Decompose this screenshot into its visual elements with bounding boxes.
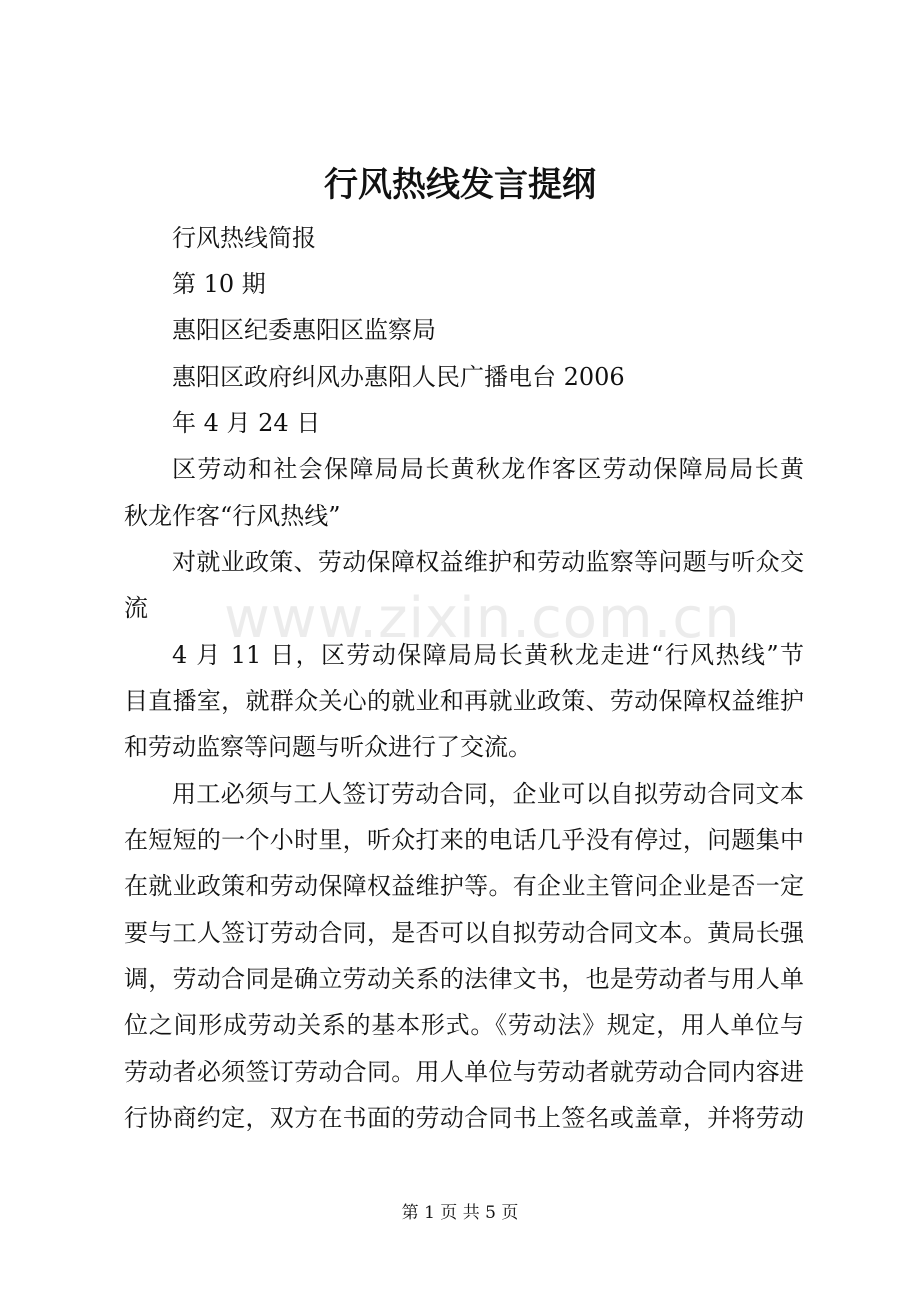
text-line: 位之间形成劳动关系的基本形式。《劳动法》规定，用人单位与: [124, 1011, 804, 1039]
text-line: 年 4 月 24 日: [172, 409, 321, 437]
text-line: 惠阳区纪委惠阳区监察局: [172, 316, 436, 344]
text-line: 劳动者必须签订劳动合同。用人单位与劳动者就劳动合同内容进: [124, 1058, 804, 1086]
text-line: 行协商约定，双方在书面的劳动合同书上签名或盖章，并将劳动: [124, 1104, 804, 1132]
text-line: 用工必须与工人签订劳动合同，企业可以自拟劳动合同文本: [172, 780, 804, 808]
page-footer: 第 1 页 共 5 页: [401, 1203, 519, 1223]
text-line: 惠阳区政府纠风办惠阳人民广播电台 2006: [172, 363, 625, 391]
text-line: 目直播室，就群众关心的就业和再就业政策、劳动保障权益维护: [124, 687, 804, 715]
watermark-text: www.zixin.com.cn: [224, 586, 741, 651]
text-line: 流: [124, 594, 148, 622]
text-line: 对就业政策、劳动保障权益维护和劳动监察等问题与听众交: [172, 548, 804, 576]
text-line: 第 10 期: [172, 270, 266, 298]
text-line: 在就业政策和劳动保障权益维护等。有企业主管问企业是否一定: [124, 872, 804, 900]
document-title: 行风热线发言提纲: [324, 165, 596, 205]
text-line: 调，劳动合同是确立劳动关系的法律文书，也是劳动者与用人单: [124, 965, 804, 993]
text-line: 行风热线简报: [172, 224, 316, 252]
text-line: 在短短的一个小时里，听众打来的电话几乎没有停过，问题集中: [124, 826, 804, 854]
text-line: 4 月 11 日，区劳动保障局局长黄秋龙走进“行风热线”节: [172, 641, 804, 669]
text-line: 区劳动和社会保障局局长黄秋龙作客区劳动保障局局长黄: [172, 455, 804, 483]
text-line: 要与工人签订劳动合同，是否可以自拟劳动合同文本。黄局长强: [124, 919, 804, 947]
text-line: 和劳动监察等问题与听众进行了交流。: [124, 733, 532, 761]
text-line: 秋龙作客“行风热线”: [124, 502, 341, 530]
